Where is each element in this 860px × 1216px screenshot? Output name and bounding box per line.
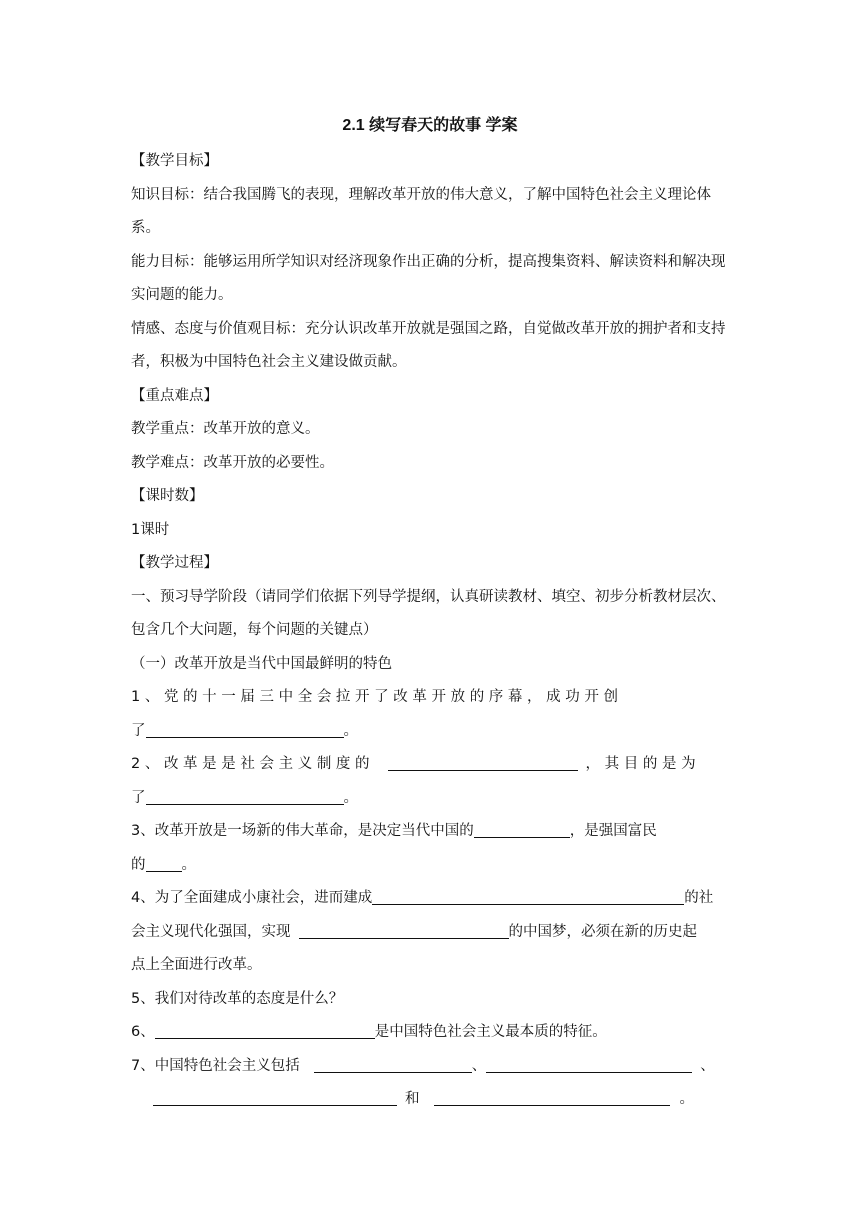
ability-goal: 能力目标：能够运用所学知识对经济现象作出正确的分析，提高搜集资料、解读资料和解决现实问题的能力。 bbox=[131, 253, 726, 303]
answer-blank[interactable] bbox=[486, 1056, 692, 1073]
question-2-line2: 了 。 bbox=[131, 789, 358, 806]
question-1-line2: 了 。 bbox=[131, 722, 358, 739]
question-2-line1: 2 、 改 革 是 是 社 会 主 义 制 度 的 ， 其 目 的 是 为 bbox=[131, 756, 696, 772]
answer-blank[interactable] bbox=[388, 754, 578, 771]
question-4-line1: 4、为了全面建成小康社会，进而建成 的社 bbox=[131, 890, 714, 906]
document-body bbox=[131, 145, 731, 1117]
answer-blank[interactable] bbox=[314, 1056, 472, 1073]
answer-blank[interactable] bbox=[146, 855, 182, 872]
page-title: 2.1 续写春天的故事 学案 bbox=[342, 117, 518, 134]
answer-blank[interactable] bbox=[434, 1089, 670, 1106]
section-heading-key-points: 【重点难点】 bbox=[131, 387, 218, 404]
section-heading-goals: 【教学目标】 bbox=[131, 153, 218, 169]
question-7-line2: 和 。 bbox=[131, 1083, 731, 1117]
knowledge-goal: 知识目标：结合我国腾飞的表现，理解改革开放的伟大意义，了解中国特色社会主义理论体系。 bbox=[131, 186, 711, 236]
question-7-line1: 7、中国特色社会主义包括 、 、 bbox=[131, 1057, 715, 1074]
question-3-line2: 的 。 bbox=[131, 856, 196, 873]
class-hours: 1课时 bbox=[131, 521, 170, 538]
answer-blank[interactable] bbox=[372, 888, 684, 905]
question-6: 6、 是中国特色社会主义最本质的特征。 bbox=[131, 1024, 607, 1040]
question-3-line1: 3、改革开放是一场新的伟大革命，是决定当代中国的 ，是强国富民 bbox=[131, 823, 657, 839]
question-4-line3: 点上全面进行改革。 bbox=[131, 957, 262, 973]
answer-blank[interactable] bbox=[155, 1022, 375, 1039]
subsection-heading: （一）改革开放是当代中国最鲜明的特色 bbox=[131, 655, 392, 672]
difficult-point: 教学难点：改革开放的必要性。 bbox=[131, 454, 334, 471]
answer-blank[interactable] bbox=[474, 821, 570, 838]
section-heading-process: 【教学过程】 bbox=[131, 555, 218, 571]
question-1-line1: 1 、 党 的 十 一 届 三 中 全 会 拉 开 了 改 革 开 放 的 序 幕 ， 成 功 开 创 bbox=[131, 689, 618, 705]
question-4-line2: 会主义现代化强国，实现 的中国梦，必须在新的历史起 bbox=[131, 923, 697, 940]
emotion-goal: 情感、态度与价值观目标：充分认识改革开放就是强国之路，自觉做改革开放的拥护者和支持者，积极为中国特色社会主义建设做贡献。 bbox=[131, 320, 726, 370]
answer-blank[interactable] bbox=[146, 721, 344, 738]
section-heading-hours: 【课时数】 bbox=[131, 488, 204, 504]
question-5: 5、我们对待改革的态度是什么？ bbox=[131, 990, 344, 1007]
answer-blank[interactable] bbox=[299, 922, 509, 939]
answer-blank[interactable] bbox=[153, 1089, 397, 1106]
stage-one-instructions: 一、预习导学阶段（请同学们依据下列导学提纲，认真研读教材、填空、初步分析教材层次、包含几个大问题，每个问题的关键点） bbox=[131, 588, 726, 638]
answer-blank[interactable] bbox=[146, 788, 344, 805]
key-point: 教学重点：改革开放的意义。 bbox=[131, 421, 320, 437]
